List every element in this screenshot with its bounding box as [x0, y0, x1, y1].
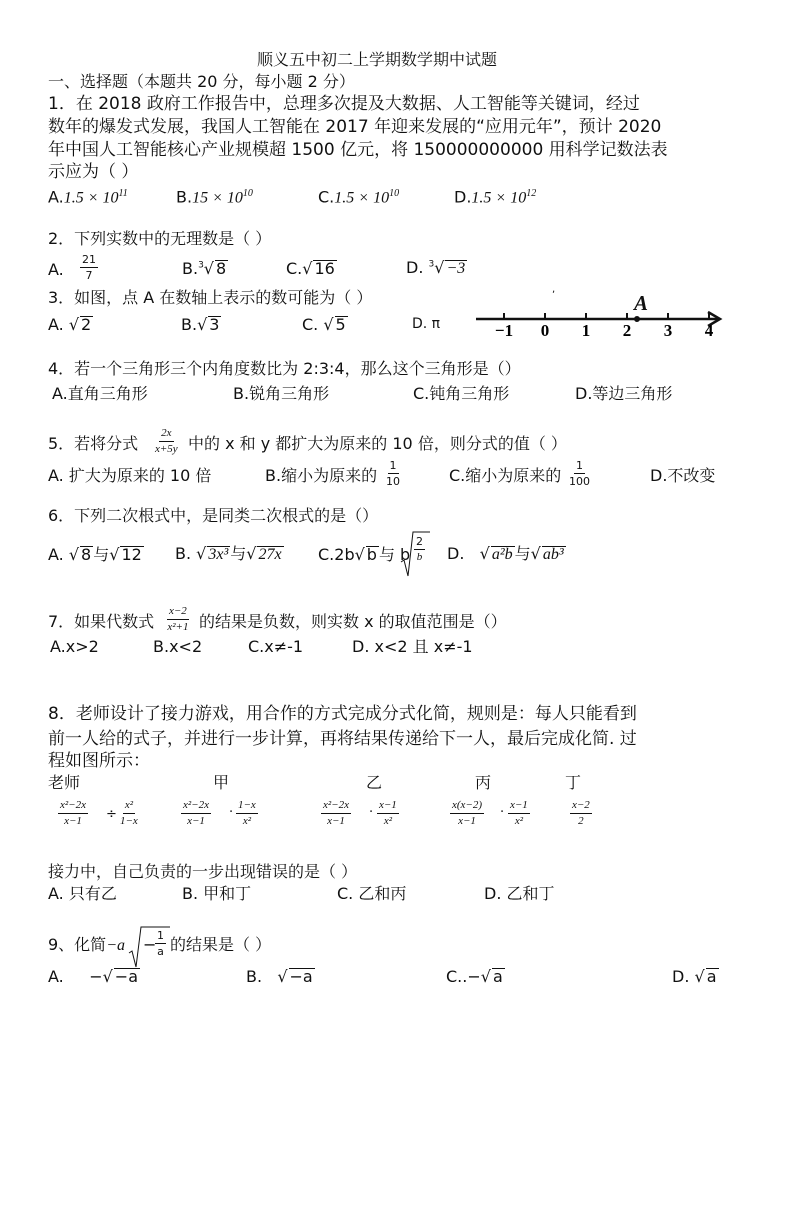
q4-option-c[interactable]: C.钝角三角形: [413, 384, 510, 403]
q5-stem-post: 中的 x 和 y 都扩大为原来的 10 倍，则分式的值（ ）: [188, 434, 567, 453]
jia-frac-2: $\frac{1-x}{\text{x²}}$: [238, 799, 256, 827]
person-yi: 乙: [366, 773, 383, 792]
q1-option-d[interactable]: $D.1.5 \times 10^{12}$: [454, 187, 537, 207]
jia-operator: ·: [229, 805, 234, 820]
stray-mark: ,: [552, 284, 556, 295]
q3-option-b[interactable]: B.√ 3: [181, 315, 220, 334]
person-teacher: 老师: [48, 773, 81, 792]
q6-option-d[interactable]: D. √ a²b 与√ ab³: [447, 544, 564, 563]
q8-option-d[interactable]: D. 乙和丁: [484, 884, 555, 903]
q3-stem: 3．如图，点 A 在数轴上表示的数可能为（ ）: [48, 288, 373, 307]
person-jia: 甲: [213, 773, 230, 792]
q5-fraction: $\frac{2x}{x+5y}$: [155, 427, 178, 455]
axis-tick-label: −1: [494, 321, 514, 340]
person-ding: 丁: [565, 773, 582, 792]
q5-option-c-fraction: $\frac{1}{100}$: [569, 459, 590, 488]
q1-option-c[interactable]: $C.1.5 \times 10^{10}$: [318, 187, 400, 207]
q2-option-c[interactable]: C.√ 16: [286, 259, 335, 278]
ding-frac: $\frac{x-2}{2}$: [572, 799, 590, 827]
q9-stem-post: 的结果是（ ）: [170, 935, 272, 954]
yi-operator: ·: [369, 805, 374, 820]
q5-option-b[interactable]: B.缩小为原来的: [265, 466, 378, 485]
q2-option-a-fraction: $\frac{21}{7}$: [82, 253, 96, 282]
q1-line-1: 1．在 2018 政府工作报告中，总理多次提及大数据、人工智能等关键词，经过: [48, 94, 640, 114]
point-a-dot: [634, 316, 640, 322]
jia-frac-1: $\frac{\text{x²−2x}}{x-1}$: [183, 799, 209, 827]
q8-line-2: 前一人给的式子，并进行一步计算，再将结果传递给下一人，最后完成化简. 过: [48, 729, 637, 749]
q1-option-a[interactable]: $A.1.5 \times 10^{11}$: [48, 187, 128, 207]
q1-line-4: 示应为（ ）: [48, 162, 139, 182]
q9-option-d[interactable]: D. √ a: [672, 967, 717, 986]
q5-stem-pre: 5．若将分式: [48, 434, 139, 453]
q8-option-a[interactable]: A. 只有乙: [48, 884, 117, 903]
q6-option-c[interactable]: C.2b√ b 与 b: [318, 545, 411, 564]
q4-option-a[interactable]: A.直角三角形: [52, 384, 148, 403]
q9-fraction: $\frac{1}{a}$: [157, 929, 164, 958]
yi-frac-1: $\frac{\text{x²−2x}}{x-1}$: [323, 799, 349, 827]
person-bing: 丙: [475, 773, 492, 792]
page-title: 顺义五中初二上学期数学期中试题: [257, 50, 498, 69]
teacher-frac-2: $\frac{\text{x²}}{1-x}$: [120, 799, 138, 827]
axis-tick-label: 3: [663, 321, 673, 340]
q2-stem: 2．下列实数中的无理数是（ ）: [48, 229, 272, 248]
q6-option-c-fraction: $\frac{2}{b}$: [416, 535, 423, 563]
q4-option-d[interactable]: D.等边三角形: [575, 384, 673, 403]
q6-option-a[interactable]: A. √ 8 与√ 12: [48, 545, 142, 564]
point-a-label: A: [634, 291, 649, 315]
number-line-figure: [470, 286, 730, 342]
q6-option-b[interactable]: B. √ 3x³ 与√ 27x: [175, 544, 282, 563]
q4-option-b[interactable]: B.锐角三角形: [233, 384, 330, 403]
q2-option-b[interactable]: B.$^3$√ 8: [182, 259, 227, 278]
q5-option-a[interactable]: A. 扩大为原来的 10 倍: [48, 466, 212, 485]
q7-stem-pre: 7．如果代数式: [48, 612, 155, 631]
bing-frac-2: $\frac{x-1}{\text{x²}}$: [510, 799, 528, 827]
bing-frac-1: $\frac{x(x-2)}{x-1}$: [452, 799, 483, 827]
q4-stem: 4．若一个三角形三个内角度数比为 2:3:4，那么这个三角形是（）: [48, 359, 521, 378]
q8-option-c[interactable]: C. 乙和丙: [337, 884, 407, 903]
q9-option-b[interactable]: B. √ −a: [246, 967, 313, 986]
q5-option-b-fraction: $\frac{1}{10}$: [386, 459, 400, 488]
axis-tick-label: 4: [704, 321, 714, 340]
q9-option-a[interactable]: A. −√ −a: [48, 967, 139, 986]
q7-option-c[interactable]: C.x≠-1: [248, 637, 304, 656]
axis-tick-label: 0: [540, 321, 550, 340]
q6-stem: 6．下列二次根式中，是同类二次根式的是（）: [48, 506, 379, 525]
q9-option-c[interactable]: C..−√ a: [446, 967, 503, 986]
q2-option-a-letter[interactable]: A.: [48, 260, 64, 279]
teacher-operator: ÷: [106, 807, 117, 822]
q3-option-d[interactable]: D. π: [412, 316, 441, 332]
q3-option-a[interactable]: A. √ 2: [48, 315, 92, 334]
q5-option-d[interactable]: D.不改变: [650, 466, 716, 485]
axis-tick-label: 2: [622, 321, 632, 340]
q7-option-d[interactable]: D. x<2 且 x≠-1: [352, 637, 473, 656]
yi-frac-2: $\frac{x-1}{\text{x²}}$: [379, 799, 397, 827]
q3-option-c[interactable]: C. √ 5: [302, 315, 346, 334]
bing-operator: ·: [500, 805, 505, 820]
q5-option-c[interactable]: C.缩小为原来的: [449, 466, 562, 485]
q8-question: 接力中，自己负责的一步出现错误的是（ ）: [48, 862, 358, 881]
axis-tick-label: 1: [581, 321, 591, 340]
q8-line-3: 程如图所示：: [48, 751, 150, 771]
q1-line-3: 年中国人工智能核心产业规模超 1500 亿元，将 150000000000 用科学记数法表: [48, 140, 668, 160]
q8-option-b[interactable]: B. 甲和丁: [182, 884, 252, 903]
q7-fraction: $\frac{x-2}{\text{x²+1}}$: [167, 605, 189, 633]
q7-option-b[interactable]: B.x<2: [153, 637, 203, 656]
teacher-frac-1: $\frac{\text{x²−2x}}{x-1}$: [60, 799, 86, 827]
q9-stem-pre: 9、化简−a: [48, 935, 125, 954]
q9-radical-sign: [128, 925, 144, 971]
q2-option-d[interactable]: D. $^3$√ −3: [406, 258, 466, 277]
q8-line-1: 8．老师设计了接力游戏，用合作的方式完成分式化简，规则是：每人只能看到: [48, 704, 637, 724]
q9-inner-minus: −: [143, 935, 157, 954]
q7-stem-post: 的结果是负数，则实数 x 的取值范围是（）: [199, 612, 507, 631]
q1-line-2: 数年的爆发式发展，我国人工智能在 2017 年迎来发展的“应用元年”，预计 2020: [48, 117, 662, 137]
q1-option-b[interactable]: $B.15 \times 10^{10}$: [176, 187, 253, 207]
q7-option-a[interactable]: A.x>2: [50, 637, 99, 656]
section-heading: 一、选择题（本题共 20 分，每小题 2 分）: [48, 72, 355, 91]
